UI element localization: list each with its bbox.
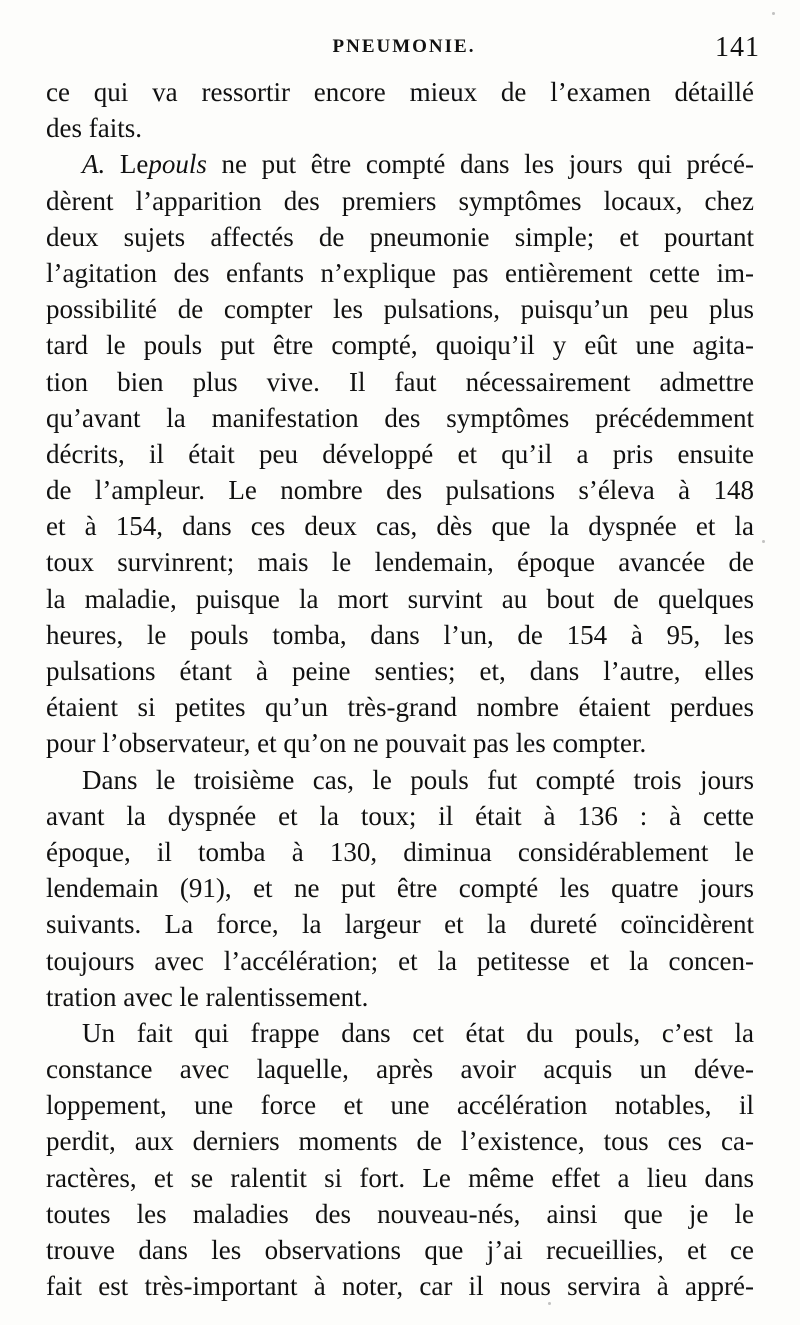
text-line: décrits, il était peu développé et qu’il a pris ensuite: [46, 438, 754, 469]
text-line: toujours avec l’accélération; et la petitesse et la concen-: [46, 945, 754, 976]
text-line: loppement, une force et une accélération notables, il: [46, 1090, 754, 1121]
text-line: dèrent l’apparition des premiers symptômes locaux, chez: [46, 185, 754, 216]
text-line: étaient si petites qu’un très-grand nombre étaient perdues: [46, 692, 754, 723]
text-line: deux sujets affectés de pneumonie simple; et pourtant: [46, 221, 754, 252]
text-line: Dans le troisième cas, le pouls fut compté trois jours: [82, 764, 754, 795]
text-line: de l’ampleur. Le nombre des pulsations s’éleva à 148: [46, 475, 754, 506]
line-fragment: Le: [119, 149, 149, 180]
paper-speck: [762, 540, 765, 543]
text-line: et à 154, dans ces deux cas, dès que la dyspnée et la: [46, 511, 754, 542]
text-line: qu’avant la manifestation des symptômes précédemment: [46, 402, 754, 433]
running-head: [48, 32, 760, 66]
text-line: lendemain (91), et ne put être compté les quatre jours: [46, 873, 754, 904]
text-line: constance avec laquelle, après avoir acquis un déve-: [46, 1054, 754, 1085]
text-line: ce qui va ressortir encore mieux de l’examen détaillé: [46, 77, 754, 107]
text-line: pulsations étant à peine senties; et, dans l’autre, elles: [46, 656, 754, 686]
paper-speck: [772, 12, 775, 15]
paper-speck: [548, 1302, 551, 1305]
text-line: toutes les maladies des nouveau-nés, ainsi que je le: [46, 1198, 754, 1229]
text-line: suivants. La force, la largeur et la dureté coïncidèrent: [46, 909, 754, 940]
text-line: toux survinrent; mais le lendemain, époque avancée de: [46, 547, 754, 578]
text-line: tion bien plus vive. Il faut nécessairement admettre: [46, 366, 754, 397]
page-number: 141: [715, 32, 760, 63]
section-letter: A.: [82, 149, 106, 180]
text-line: l’agitation des enfants n’explique pas entièrement cette im-: [46, 257, 754, 288]
line-fragment: ne put être compté dans les jours qui précé-: [221, 149, 754, 180]
text-line: époque, il tomba à 130, diminua considérablement le: [46, 836, 754, 867]
text-line: trouve dans les observations que j’ai recueillies, et ce: [46, 1235, 754, 1265]
text-line: ractères, et se ralentit si fort. Le même effet a lieu dans: [46, 1162, 754, 1193]
text-line: tard le pouls put être compté, quoiqu’il y eût une agita-: [46, 330, 754, 361]
text-line: tration avec le ralentissement.: [46, 981, 369, 1012]
text-line: possibilité de compter les pulsations, puisqu’un peu plus: [46, 294, 754, 325]
text-line: avant la dyspnée et la toux; il était à 136 : à cette: [46, 800, 754, 831]
text-line: [46, 146, 754, 182]
running-title: PNEUMONIE.: [332, 36, 476, 57]
text-line: pour l’observateur, et qu’on ne pouvait pas les compter.: [46, 728, 647, 759]
text-line: Un fait qui frappe dans cet état du pouls, c’est la: [82, 1017, 754, 1048]
text-line: heures, le pouls tomba, dans l’un, de 154 à 95, les: [46, 619, 754, 650]
italic-term: pouls: [148, 149, 207, 180]
text-line: perdit, aux derniers moments de l’existence, tous ces ca-: [46, 1126, 754, 1157]
body-text: [46, 74, 754, 1304]
text-line: fait est très-important à noter, car il nous servira à appré-: [46, 1271, 754, 1302]
text-line: la maladie, puisque la mort survint au bout de quelques: [46, 583, 754, 614]
text-line: des faits.: [46, 113, 142, 144]
